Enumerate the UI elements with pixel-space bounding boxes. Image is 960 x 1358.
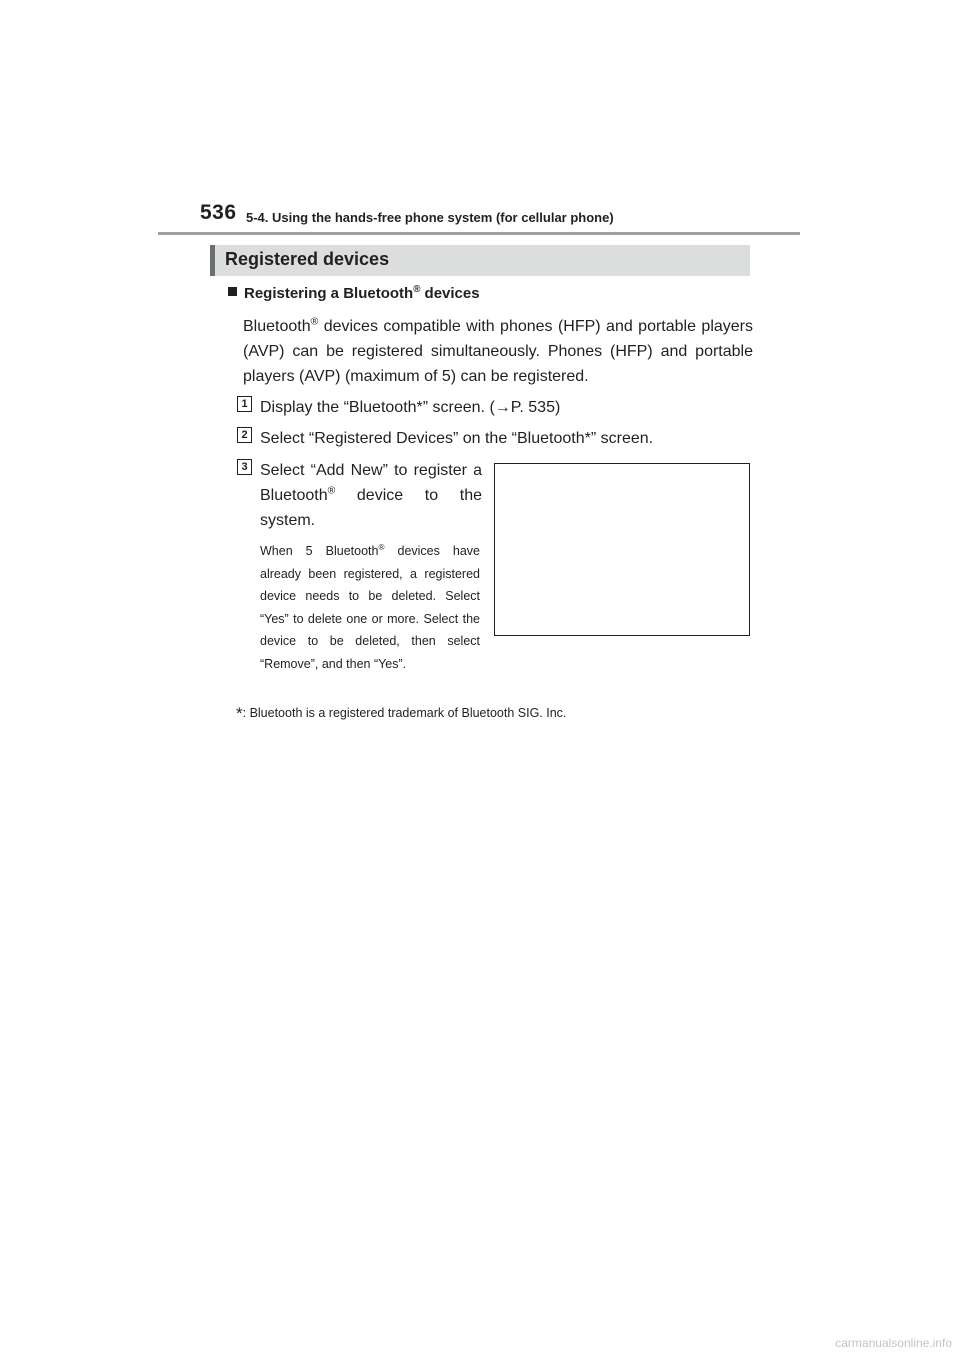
- step-3-note-start: When 5 Bluetooth: [260, 544, 379, 558]
- footnote: [236, 704, 566, 724]
- running-header: 5-4. Using the hands-free phone system (for cellular phone): [246, 210, 614, 225]
- intro-text-start: Bluetooth: [243, 318, 311, 335]
- step-1-text: Display the “Bluetooth*” screen. (→P. 535): [260, 399, 561, 416]
- footnote-mark: *: [236, 704, 243, 723]
- step-2-text: Select “Registered Devices” on the “Bluetooth*” screen.: [260, 430, 654, 447]
- step-number-badge: 1: [237, 396, 252, 412]
- subsection-heading-text: Registering a Bluetooth: [244, 285, 414, 302]
- subsection-heading: [228, 285, 480, 302]
- step-3-text-rest: device to the system.: [260, 487, 482, 529]
- screen-illustration-frame: [494, 463, 750, 636]
- registered-mark: ®: [413, 284, 421, 295]
- subsection-heading-suffix: devices: [420, 285, 480, 302]
- step-3-note: [260, 540, 480, 675]
- footnote-text: : Bluetooth is a registered trademark of Bluetooth SIG. Inc.: [242, 706, 567, 720]
- registered-mark: ®: [327, 485, 336, 497]
- section-heading-bar: [210, 245, 750, 276]
- intro-text-rest: devices compatible with phones (HFP) and portable players (AVP) can be registered simultaneously. Phones (HFP) and portable players (AVP) (maximum of 5) can be registered.: [243, 318, 753, 385]
- step-3-note-rest: devices have already been registered, a registered device needs to be deleted. Select “Yes” to delete one or more. Select the device to be deleted, then select “Remove”, and then “Yes”.: [260, 544, 481, 671]
- step-3-text: [260, 458, 482, 533]
- section-title: Registered devices: [225, 249, 390, 269]
- square-bullet-icon: [228, 287, 237, 296]
- registered-mark: ®: [310, 316, 319, 328]
- step-number-badge: 3: [237, 459, 252, 475]
- step-number-badge: 2: [237, 427, 252, 443]
- header-divider: [158, 232, 800, 235]
- intro-paragraph: [243, 314, 753, 389]
- watermark: carmanualsonline.info: [835, 1336, 952, 1350]
- step-3-text-start: Select “Add New” to register a Bluetooth: [260, 462, 482, 504]
- page-number: 536: [200, 201, 237, 224]
- registered-mark: ®: [378, 542, 385, 552]
